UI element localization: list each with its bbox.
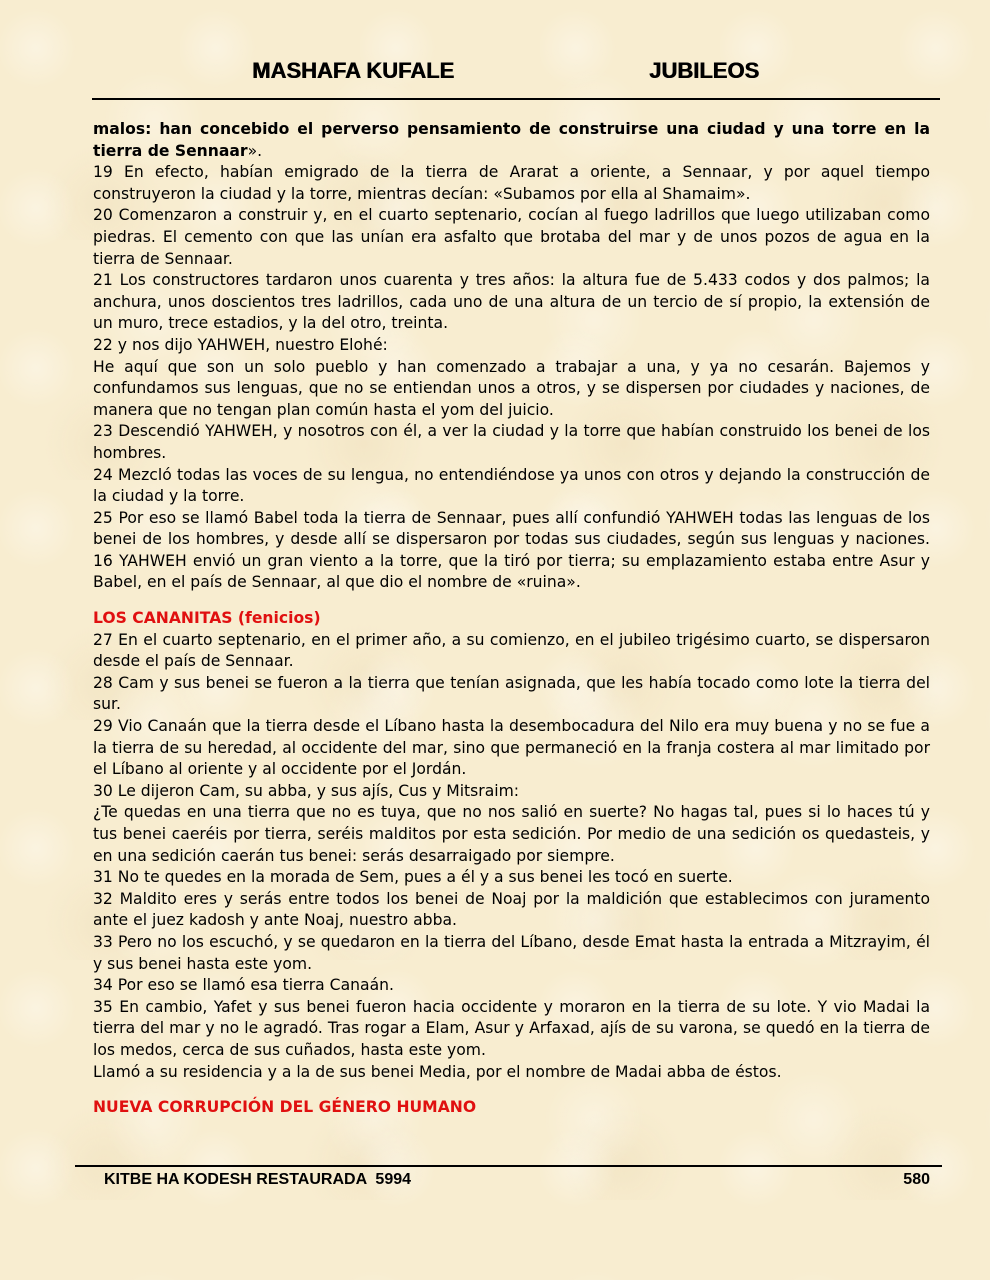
header-divider — [92, 98, 940, 100]
verse-24: 24 Mezcló todas las voces de su lengua, no entendiéndose ya unos con otros y dejando la construcción de la ciudad y la torre. — [93, 465, 930, 506]
verse-22: 22 y nos dijo YAHWEH, nuestro Elohé: — [93, 335, 388, 354]
verse-22-speech: He aquí que son un solo pueblo y han comenzado a trabajar a una, y ya no cesarán. Bajemos y confundamos sus lenguas, que no se entiendan unos a otros, y se dispersen por ciudades y naciones, de manera que no tengan plan común hasta el yom del juicio. — [93, 357, 930, 419]
verse-25: 25 Por eso se llamó Babel toda la tierra de Sennaar, pues allí confundió YAHWEH todas las lenguas de los benei de los hombres, y desde allí se dispersaron por todas sus ciudades, según sus lenguas y naciones. 16 YAHWEH envió un gran viento a la torre, que la tiró por tierra; su emplazamiento estaba entre Asur y Babel, en el país de Sennaar, al que dio el nombre de «ruina». — [93, 508, 930, 592]
footer-edition: KITBE HA KODESH RESTAURADA 5994 — [104, 1171, 412, 1188]
page-header — [92, 58, 940, 90]
page-footer — [104, 1171, 930, 1195]
continuation-bold-text: malos: han concebido el perverso pensamiento de construirse una ciudad y una torre en la tierra de Sennaar — [93, 120, 930, 160]
verse-35: 35 En cambio, Yafet y sus benei fueron hacia occidente y moraron en la tierra de su lote. Y vio Madai la tierra del mar y no le agradó. Tras rogar a Elam, Asur y Arfaxad, ajís de su varona, se quedó en la tierra de los medos, cerca de sus cuñados, hasta este yom. — [93, 997, 930, 1059]
verse-31: 31 No te quedes en la morada de Sem, pues a él y a sus benei les tocó en suerte. — [93, 868, 733, 887]
header-section-title: JUBILEOS — [649, 58, 760, 83]
verse-20: 20 Comenzaron a construir y, en el cuarto septenario, cocían al fuego ladrillos que luego utilizaban como piedras. El cemento con que las unían era asfalto que brotaba del mar y de unos pozos de agua en la tierra de Sennaar. — [93, 206, 930, 268]
verse-33: 33 Pero no los escuchó, y se quedaron en la tierra del Líbano, desde Emat hasta la entrada a Mitzrayim, él y sus benei hasta este yom. — [93, 932, 930, 973]
verse-21: 21 Los constructores tardaron unos cuarenta y tres años: la altura fue de 5.433 codos y dos palmos; la anchura, unos doscientos tres ladrillos, cada uno de una altura de un tercio de sí propio, la extensión de un muro, trece estadios, y la del otro, treinta. — [93, 271, 930, 333]
verse-23: 23 Descendió YAHWEH, y nosotros con él, a ver la ciudad y la torre que habían construido los benei de los hombres. — [93, 422, 930, 462]
verse-29: 29 Vio Canaán que la tierra desde el Líbano hasta la desembocadura del Nilo era muy buena y no se fue a la tierra de su heredad, al occidente del mar, sino que permaneció en la franja costera al mar limitado por el Líbano al oriente y al occidente por el Jordán. — [93, 717, 930, 779]
continuation-end: ». — [247, 141, 263, 160]
footer-divider — [75, 1165, 942, 1167]
header-book-title: MASHAFA KUFALE — [252, 58, 455, 83]
verse-19: 19 En efecto, habían emigrado de la tierra de Ararat a oriente, a Sennaar, y por aquel tiempo construyeron la ciudad y la torre, mientras decían: «Subamos por ella al Shamaim». — [93, 163, 930, 203]
verse-34: 34 Por eso se llamó esa tierra Canaán. — [93, 976, 394, 995]
section-gap — [93, 594, 930, 608]
verse-30: 30 Le dijeron Cam, su abba, y sus ajís, Cus y Mitsraim: — [93, 781, 520, 800]
page-body — [93, 119, 930, 1119]
section-heading-cananitas: LOS CANANITAS (fenicios) — [93, 609, 321, 628]
verse-35-cont: Llamó a su residencia y a la de sus benei Media, por el nombre de Madai abba de éstos. — [93, 1062, 782, 1081]
verse-27: 27 En el cuarto septenario, en el primer año, a su comienzo, en el jubileo trigésimo cuarto, se dispersaron desde el país de Sennaar. — [93, 630, 930, 671]
section-heading-corrupcion: NUEVA CORRUPCIÓN DEL GÉNERO HUMANO — [93, 1098, 477, 1117]
verse-28: 28 Cam y sus benei se fueron a la tierra que tenían asignada, que les había tocado como lote la tierra del sur. — [93, 673, 930, 714]
paragraph-continuation — [93, 119, 930, 162]
section-gap — [93, 1083, 930, 1097]
verse-32: 32 Maldito eres y serás entre todos los benei de Noaj por la maldición que establecimos con juramento ante el juez kadosh y ante Noaj, nuestro abba. — [93, 889, 930, 930]
page-number: 580 — [903, 1171, 930, 1188]
verse-30-speech: ¿Te quedas en una tierra que no es tuya, que no nos salió en suerte? No hagas tal, pues si lo haces tú y tus benei caeréis por tierra, seréis malditos por esta sedición. Por medio de una sedición os quedasteis, y en una sedición caerán tus benei: serás desarraigado por siempre. — [93, 803, 930, 865]
